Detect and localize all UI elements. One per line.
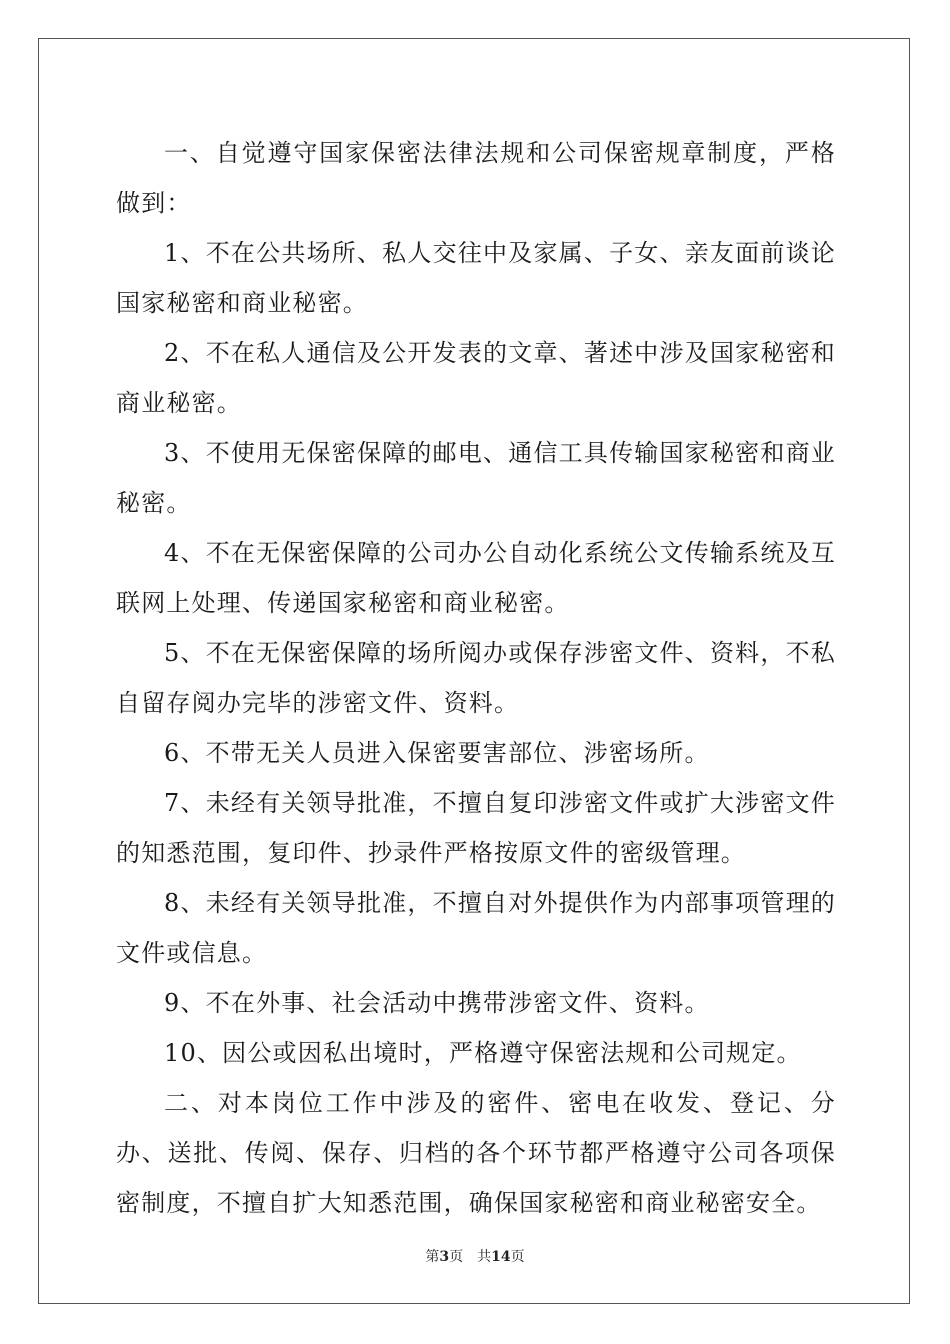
paragraph: 2、不在私人通信及公开发表的文章、著述中涉及国家秘密和商业秘密。	[116, 339, 836, 417]
paragraph: 5、不在无保密保障的场所阅办或保存涉密文件、资料，不私自留存阅办完毕的涉密文件、资料。	[116, 639, 836, 717]
page-mid: 页 共	[449, 1249, 492, 1265]
total-page-count: 14	[491, 1249, 511, 1265]
document-body	[116, 128, 836, 1228]
page-prefix: 第	[425, 1249, 440, 1265]
paragraph: 二、对本岗位工作中涉及的密件、密电在收发、登记、分办、送批、传阅、保存、归档的各个环节都严格遵守公司各项保密制度，不擅自扩大知悉范围，确保国家秘密和商业秘密安全。	[116, 1089, 836, 1217]
paragraph: 9、不在外事、社会活动中携带涉密文件、资料。	[164, 989, 710, 1017]
page-number-footer	[0, 1246, 950, 1266]
paragraph: 一、自觉遵守国家保密法律法规和公司保密规章制度，严格做到：	[116, 139, 836, 217]
paragraph: 10、因公或因私出境时，严格遵守保密法规和公司规定。	[164, 1039, 802, 1067]
paragraph: 1、不在公共场所、私人交往中及家属、子女、亲友面前谈论国家秘密和商业秘密。	[116, 239, 836, 317]
paragraph: 8、未经有关领导批准，不擅自对外提供作为内部事项管理的文件或信息。	[116, 889, 836, 967]
current-page-number: 3	[439, 1249, 450, 1265]
paragraph: 7、未经有关领导批准，不擅自复印涉密文件或扩大涉密文件的知悉范围，复印件、抄录件严格按原文件的密级管理。	[116, 789, 836, 867]
page-suffix: 页	[510, 1249, 525, 1265]
paragraph: 6、不带无关人员进入保密要害部位、涉密场所。	[164, 739, 710, 767]
paragraph: 4、不在无保密保障的公司办公自动化系统公文传输系统及互联网上处理、传递国家秘密和商业秘密。	[116, 539, 836, 617]
paragraph: 3、不使用无保密保障的邮电、通信工具传输国家秘密和商业秘密。	[116, 439, 836, 517]
